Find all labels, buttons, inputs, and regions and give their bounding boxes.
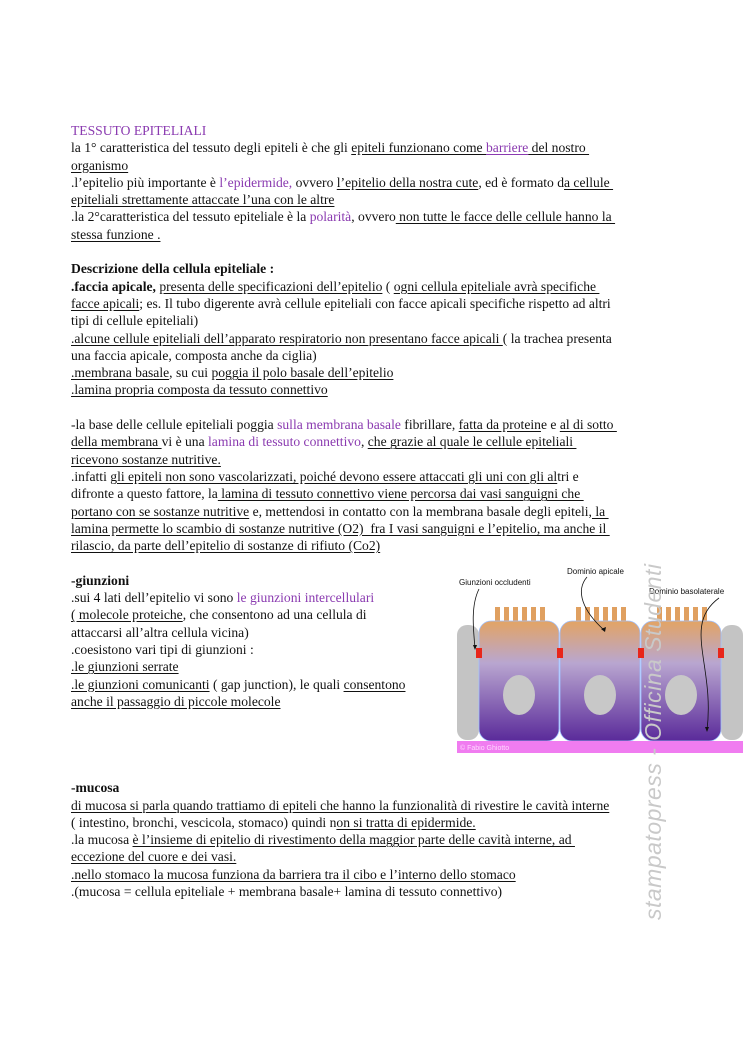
text-segment: .l’epitelio più importante è [71,174,220,190]
nucleus [665,675,697,715]
text-segment: a cellule [564,174,614,190]
text-segment: e e [540,417,560,433]
text-line [71,364,617,381]
text-line [71,762,617,779]
text-line [71,416,617,433]
text-segment: , su cui [169,365,212,381]
label-basolaterale: Dominio basolaterale [649,587,725,596]
document-body [71,122,617,900]
text-line [71,174,617,191]
text-segment: .la mucosa [71,832,133,848]
text-segment: poggia il polo basale dell’epitelio [211,365,394,381]
tight-junction [718,648,724,658]
text-segment: polarità [309,209,352,225]
text-segment: , ovvero [351,209,396,225]
text-segment: ( gap junction), le quali [209,676,344,692]
nucleus [503,675,535,715]
text-segment: epiteli funzionano come [351,140,486,156]
text-segment: è l’insieme di epitelio di rivestimento della maggior parte delle cavità interne, ad [132,832,575,848]
text-segment: lamina permette lo scambio di sostanze nutritive (O2) fra I vasi sanguigni e l’epitelio, ma anche il [71,520,610,536]
side-cell-right [721,625,743,740]
text-segment: del nostro [528,140,590,156]
text-segment: ogni cellula epiteliale avrà specifiche [393,278,600,294]
text-segment: .la 2°caratteristica del tessuto epiteliale è la [71,209,310,225]
text-line [71,848,617,865]
text-segment: l’epidermide, [219,174,293,190]
cells [476,607,724,741]
text-segment: .membrana basale [71,365,170,381]
text-segment: barriere [486,140,529,156]
text-line [71,485,617,502]
text-segment: rilascio, da parte dell’epitelio di sostanze di rifiuto (Co2) [71,538,381,554]
text-segment: gli epiteli non sono vascolarizzati, poiché devono essere attaccati gli uni con gli al [110,468,558,484]
text-segment: , che consentono ad una cellula di [182,607,367,623]
text-segment: di mucosa si parla quando trattiamo di epiteli che hanno la funzionalità di rivestire le cavità interne [71,797,610,813]
text-segment: .(mucosa = cellula epiteliale + membrana basale+ lamina di tessuto connettivo) [71,884,503,900]
text-segment: Descrizione della cellula epiteliale : [71,261,275,277]
text-segment: al di sotto [559,417,617,433]
text-segment: ( [382,278,394,294]
text-segment: ovvero [292,174,337,190]
text-segment: ( intestino, bronchi, vescicola, stomaco) quindi n [71,814,337,830]
text-segment: portano con se sostanze nutritive [71,503,250,519]
text-segment: ricevono sostanze nutritive. [71,451,221,467]
text-line [71,295,617,312]
text-line [71,503,617,520]
text-segment: ( la trachea presenta [502,330,612,346]
nucleus [584,675,616,715]
text-segment: la [591,503,609,519]
text-segment: sulla membrana basale [277,417,401,433]
text-segment: fatta da protein [458,417,541,433]
text-segment: .faccia apicale, [71,278,156,294]
figure-credit: © Fabio Ghiotto [460,745,510,752]
text-line [71,831,617,848]
text-segment: attaccarsi all’altra cellula vicina) [71,624,249,640]
text-segment: le giunzioni intercellulari [236,590,375,606]
text-segment: -mucosa [71,780,120,796]
text-segment: .sui 4 lati dell’epitelio vi sono [71,590,237,606]
label-apicale: Dominio apicale [567,567,624,576]
text-segment: .nello stomaco la mucosa funziona da barriera tra il cibo e l’interno dello stomaco [71,866,516,882]
text-segment: lamina di tessuto connettivo viene percorsa dai vasi sanguigni che [217,486,584,502]
text-line [71,866,617,883]
text-segment: organismo [71,157,129,173]
text-segment: la 1° caratteristica del tessuto degli epiteli è che gli [71,140,352,156]
text-segment: , [360,434,368,450]
side-cell-left [457,625,479,740]
text-segment: della membrana [71,434,162,450]
text-segment: difronte a questo fattore, la [71,486,218,502]
text-line [71,312,617,329]
text-segment: .coesistono vari tipi di giunzioni : [71,641,254,657]
text-line [71,451,617,468]
text-segment: epiteliali strettamente attaccate l’una con le altre [71,192,335,208]
text-segment: .alcune cellule epiteliali dell’apparato respiratorio non presentano facce apicali [71,330,503,346]
text-line [71,226,617,243]
text-line [71,347,617,364]
text-segment: ; es. Il tubo digerente avrà cellule epiteliali con facce apicali specifiche rispetto ad altri [139,295,611,311]
text-segment: lamina di tessuto connettivo [208,434,361,450]
text-segment: stessa funzione . [71,226,161,242]
text-segment: l’epitelio della nostra cute [336,174,479,190]
text-segment: -giunzioni [71,572,130,588]
text-line [71,278,617,295]
text-line [71,814,617,831]
text-segment: tipi di cellule epiteliali) [71,313,199,329]
watermark: stampatopress - Officina Studenti [640,563,666,920]
epithelium-diagram [457,555,743,754]
text-segment: -la base delle cellule epiteliali poggia [71,417,278,433]
text-line [71,157,617,174]
text-segment: consentono [343,676,406,692]
text-line [71,520,617,537]
text-segment: .lamina propria composta da tessuto connettivo [71,382,328,398]
text-segment: .infatti [71,468,111,484]
text-segment: .le giunzioni comunicanti [71,676,210,692]
text-line [71,433,617,450]
text-segment: , ed è formato d [478,174,564,190]
text-line [71,537,617,554]
text-line [71,260,617,277]
text-segment: che grazie al quale le cellule epiteliali [367,434,577,450]
text-line [71,468,617,485]
text-segment: una faccia apicale, composta anche da ciglia) [71,347,317,363]
text-line [71,399,617,416]
text-segment: ( molecole proteiche [71,607,183,623]
text-line [71,330,617,347]
text-line [71,381,617,398]
text-line [71,208,617,225]
label-occludenti: Giunzioni occludenti [459,578,531,587]
text-line [71,139,617,156]
text-segment: presenta delle specificazioni dell’epitelio [159,278,383,294]
text-segment: eccezione del cuore e dei vasi. [71,849,237,865]
text-segment: vi è una [161,434,209,450]
text-line [71,191,617,208]
text-segment: .le giunzioni serrate [71,659,179,675]
text-segment: e, mettendosi in contatto con la membrana basale degli epiteli, [249,503,592,519]
text-line [71,797,617,814]
tight-junction [476,648,482,658]
text-segment: fibrillare, [400,417,459,433]
text-line [71,243,617,260]
text-segment: facce apicali [71,295,140,311]
tight-junction [557,648,563,658]
text-segment: non tutte le facce delle cellule hanno la [395,209,616,225]
text-segment: TESSUTO EPITELIALI [71,123,207,138]
text-segment: on si tratta di epidermide. [336,814,476,830]
text-segment: tri e [557,468,579,484]
text-segment: anche il passaggio di piccole molecole [71,693,281,709]
text-line [71,779,617,796]
text-line [71,883,617,900]
text-line [71,122,617,139]
